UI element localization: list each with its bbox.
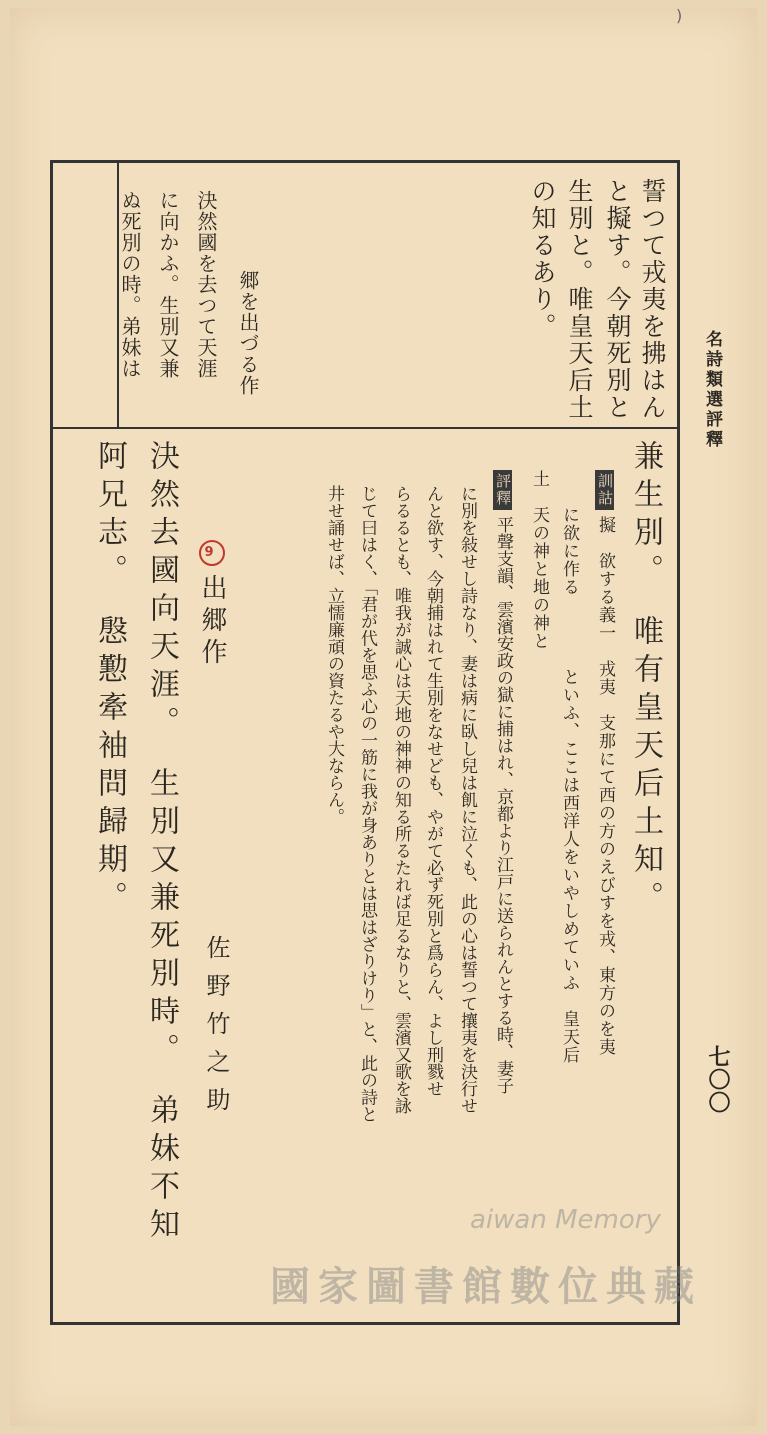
upper-annotation-line: 生別と。唯皇天后土 [565,178,594,421]
poem-line-prev: 兼生別。 唯有皇天后土知。 [628,440,663,919]
poem-title-text: 出郷作 [197,574,227,670]
poem-number-marker: 9 [199,540,225,566]
poem-author: 佐野竹之助 [202,935,230,1125]
hyoshaku-line: んと欲す、今朝捕はれて生別をなせども、やがて必ず死別と爲らん、よし刑戮せ [423,485,443,1097]
poem-title [199,540,225,670]
sidebar-line: に向かふ。生別又兼 [156,190,180,379]
kunchu-line [595,470,614,1056]
upper-annotation-line: の知るあり。 [528,178,557,340]
sidebar-title: 郷を出づる作 [236,270,260,396]
poem-line: 決然去國向天涯。 生別又兼死別時。 弟妹不知 [144,440,179,1246]
page-number: 七〇〇 [705,1045,731,1114]
upper-annotation-line: と擬す。今朝死別と [603,178,632,421]
hyoshaku-line: に別を敍せし詩なり、妻は病に臥し兒は飢に泣くも、此の心は誓つて攘夷を決行せ [457,485,477,1114]
pencil-mark: ) [676,6,683,25]
running-header: 名詩類選評釋 [702,330,722,450]
sidebar-line: ぬ死別の時。弟妹は [118,190,142,379]
sidebar-line: 決然國を去つて天涯 [194,190,218,379]
hyoshaku-line: じて曰はく、「君が代を思ふ心の一筋に我が身ありとは思はざりけり」と、此の詩と [357,485,377,1123]
kunchu-line: に欲に作る といふ、ここは西洋人をいやしめていふ 皇天后 [559,470,579,1064]
kunchu-label: 訓詁 [595,470,614,510]
hyoshaku-label: 評釋 [493,470,512,510]
frame-divider [50,427,680,429]
hyoshaku-line: らるるとも、唯我が誠心は天地の神神の知る所るたれば足るなりと、雲濱又歌を詠 [391,485,411,1114]
poem-line: 阿兄志。 慇懃牽袖問歸期。 [92,440,127,919]
hyoshaku-line [493,470,512,1094]
hyoshaku-line: 井せ誦せば、立懦廉頑の資たるや大ならん。 [324,485,344,825]
watermark: 國家圖書館數位典藏 [270,1264,702,1310]
kunchu-text: 擬 欲する義一 戎夷 支那にて西の方のえびすを戎、東方のを夷 [595,516,615,1056]
upper-annotation-line: 誓つて戎夷を拂はん [638,178,667,421]
kunchu-line: 土 天の神と地の神と [529,470,549,650]
hyoshaku-text: 平聲支韻、雲濱安政の獄に捕はれ、京都より江戸に送られんとする時、妻子 [493,516,513,1094]
watermark-english: aiwan Memory [470,1205,661,1235]
